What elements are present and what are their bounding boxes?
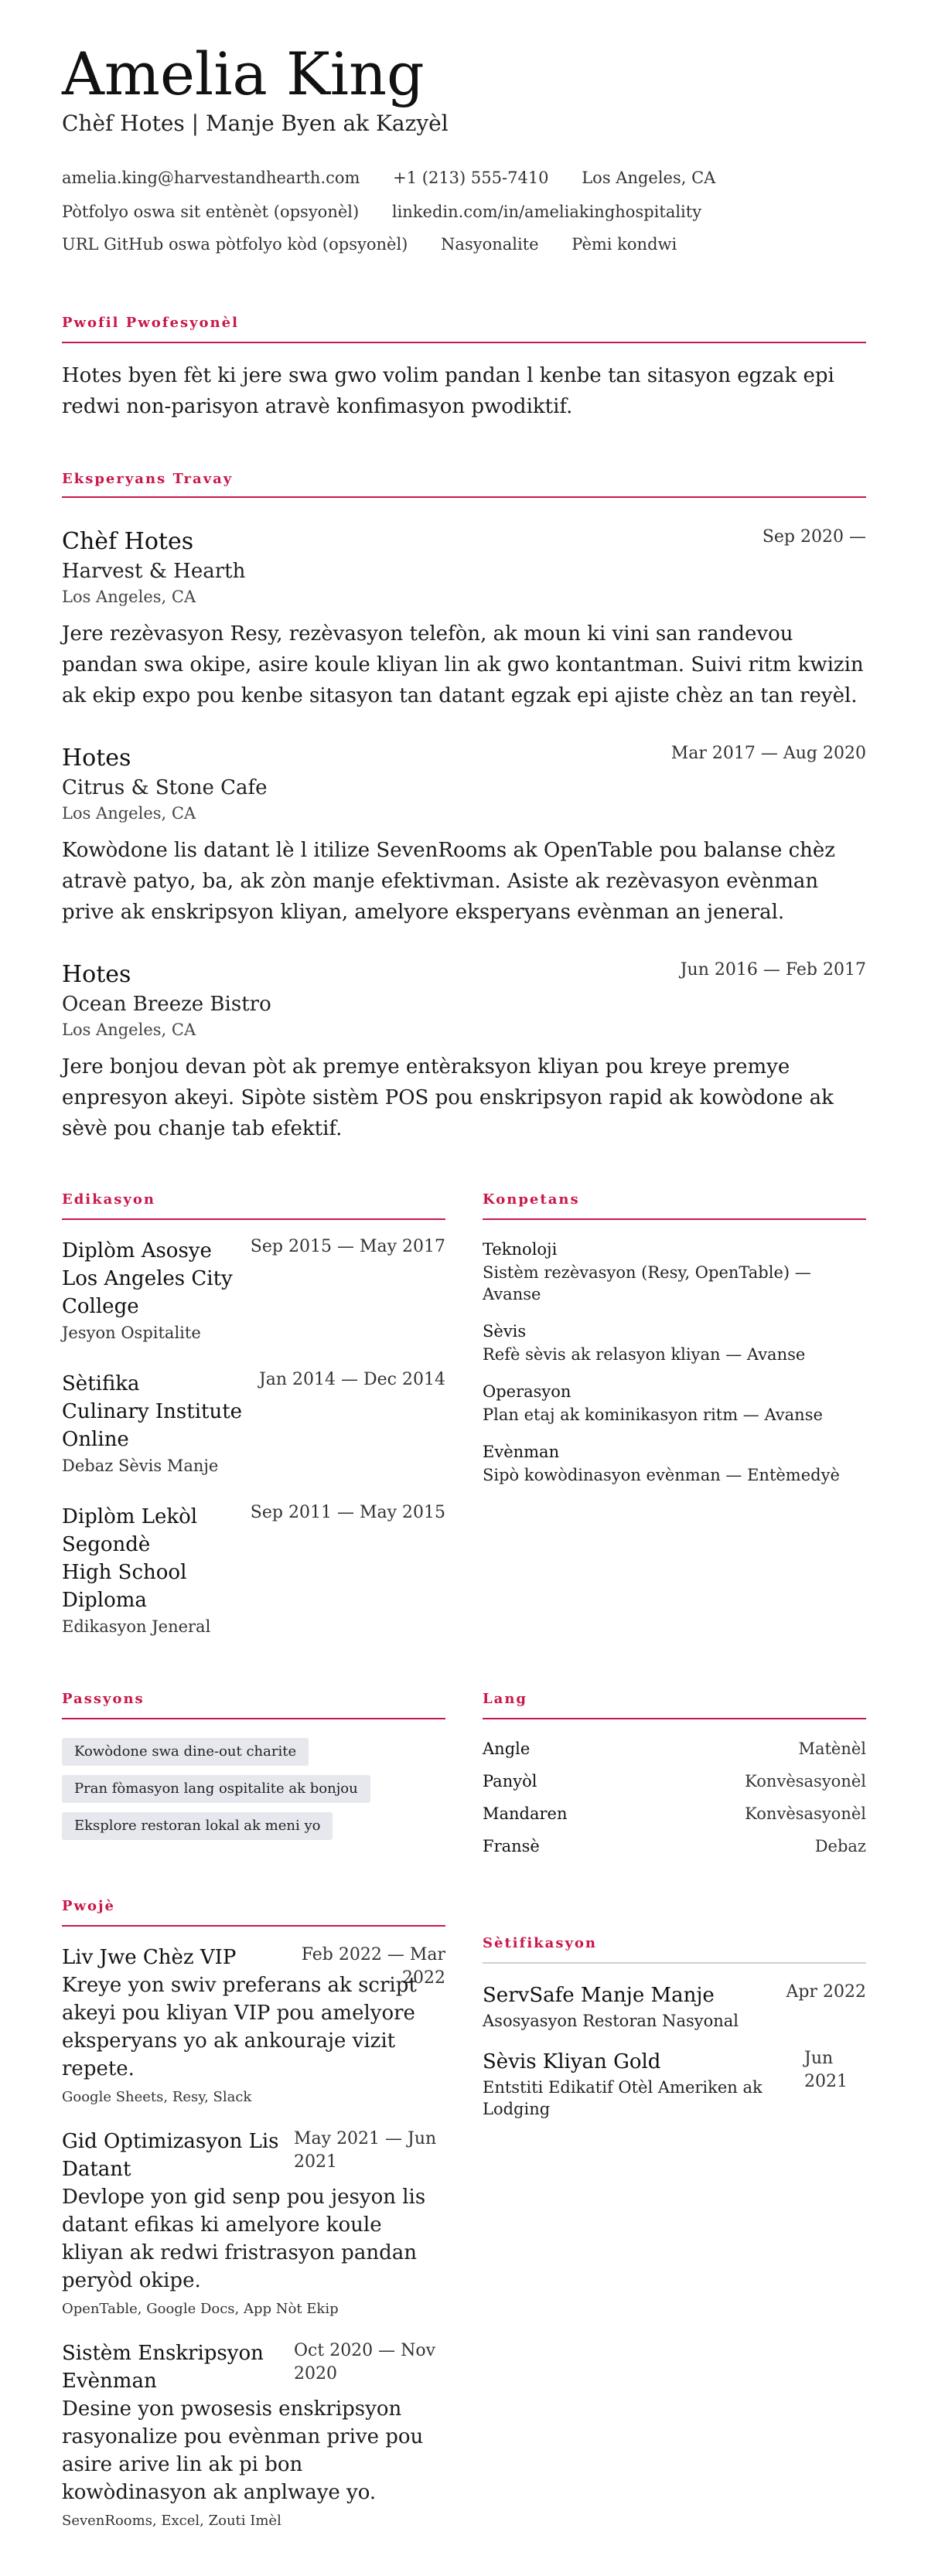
github-link[interactable]: URL GitHub oswa pòtfolyo kòd (opsyonèl): [62, 235, 408, 254]
skill-detail: Sistèm rezèvasyon (Resy, OpenTable) — Avanse: [483, 1263, 811, 1303]
projects-section-title: Pwojè: [62, 1898, 116, 1914]
job-description: Jere rezèvasyon Resy, rezèvasyon telefòn, ak moun ki vini san randevou pandan swa okipe, asire koule kliyan lin ak gwo kontantman. Suivi ritm kwizin ak ekip expo pou kenbe sitasyon tan datant egzak epi ajiste chèz an tan reyèl.: [62, 622, 864, 707]
job-company: Harvest & Hearth: [62, 560, 246, 583]
language-name: Fransè: [483, 1837, 540, 1855]
interest-tag: Kowòdone swa dine-out charite: [62, 1738, 309, 1766]
skill-category: Operasyon: [483, 1382, 571, 1401]
project-description: Devlope yon gid senp pou jesyon lis datant efikas ki amelyore koule kliyan ak redwi fristrasyon pandan peryòd okipe.: [62, 2186, 426, 2292]
portfolio-link[interactable]: Pòtfolyo oswa sit entènèt (opsyonèl): [62, 203, 360, 221]
certification-name: ServSafe Manje Manje: [483, 1984, 715, 2007]
email-link[interactable]: amelia.king@harvestandhearth.com: [62, 169, 360, 187]
certifications-divider: [483, 1962, 866, 1964]
education-degree: Sètifika: [62, 1372, 140, 1395]
nationality-text: Nasyonalite: [441, 235, 539, 254]
education-field: Debaz Sèvis Manje: [62, 1457, 219, 1475]
education-section-title: Edikasyon: [62, 1191, 155, 1208]
linkedin-link[interactable]: linkedin.com/in/ameliakinghospitality: [391, 203, 702, 221]
education-degree: Diplòm Lekòl Segondè: [62, 1505, 198, 1556]
project-title: Sistèm Enskripsyon Evènman: [62, 2342, 264, 2393]
education-school: Culinary Institute Online: [62, 1400, 243, 1451]
job-description: Jere bonjou devan pòt ak premye entèraksyon kliyan pou kreye premye enpresyon akeyi. Sipòte sistèm POS pou enskripsyon rapid ak kowòdone ak sèvè pou chanje tab efektif.: [62, 1055, 834, 1140]
job-location: Los Angeles, CA: [62, 588, 196, 606]
language-level: Konvèsasyonèl: [745, 1772, 866, 1791]
experience-section-title: Eksperyans Travay: [62, 471, 234, 487]
languages-section-title: Lang: [483, 1691, 527, 1707]
education-dates: Sep 2015 — May 2017: [250, 1237, 445, 1256]
skill-category: Teknoloji: [483, 1240, 558, 1259]
job-dates: Sep 2020 —: [762, 527, 866, 547]
language-name: Panyòl: [483, 1772, 537, 1791]
location-text: Los Angeles, CA: [582, 169, 716, 187]
candidate-name: Amelia King: [62, 39, 425, 108]
education-field: Edikasyon Jeneral: [62, 1617, 211, 1636]
experience-divider: [62, 496, 866, 498]
license-text: Pèmi kondwi: [571, 235, 677, 254]
interests-section-title: Passyons: [62, 1691, 145, 1707]
certifications-section-title: Sètifikasyon: [483, 1935, 598, 1951]
skill-detail: Sipò kowòdinasyon evènman — Entèmedyè: [483, 1466, 840, 1484]
certification-date: Jun 2021: [804, 2049, 848, 2091]
job-description: Kowòdone lis datant lè l itilize SevenRooms ak OpenTable pou balanse chèz atravè patyo, ba, ak zòn manje efektivman. Asiste ak rezèvasyon evènman prive ak enskripsyon kliyan, amelyore eksperyans evènman an jeneral.: [62, 839, 835, 924]
interest-tag: Eksplore restoran lokal ak meni yo: [62, 1812, 333, 1840]
job-title: Hotes: [62, 745, 131, 772]
project-title: Gid Optimizasyon Lis Datant: [62, 2130, 279, 2181]
education-divider: [62, 1218, 445, 1220]
education-dates: Sep 2011 — May 2015: [250, 1503, 445, 1522]
profile-summary: Hotes byen fèt ki jere swa gwo volim pandan l kenbe tan sitasyon egzak epi redwi non-parisyon atravè konfimasyon pwodiktif.: [62, 364, 834, 418]
contact-row-1: [62, 167, 715, 189]
education-field: Jesyon Ospitalite: [62, 1324, 201, 1342]
job-location: Los Angeles, CA: [62, 804, 196, 823]
certification-issuer: Asosyasyon Restoran Nasyonal: [483, 2012, 739, 2030]
language-name: Mandaren: [483, 1804, 568, 1823]
contact-row-3: [62, 233, 677, 255]
job-title: Hotes: [62, 961, 131, 988]
phone-number: +1 (213) 555-7410: [393, 169, 549, 187]
candidate-headline: Chèf Hotes | Manje Byen ak Kazyèl: [62, 111, 449, 136]
language-level: Matènèl: [798, 1739, 866, 1758]
job-dates: Mar 2017 — Aug 2020: [670, 744, 866, 763]
project-dates: Oct 2020 — Nov 2020: [294, 2341, 436, 2383]
job-company: Citrus & Stone Cafe: [62, 776, 268, 799]
project-tech: SevenRooms, Excel, Zouti Imèl: [62, 2513, 281, 2529]
education-degree: Diplòm Asosye: [62, 1239, 212, 1262]
interests-divider: [62, 1718, 445, 1719]
profile-divider: [62, 342, 866, 343]
contact-row-2: [62, 201, 701, 223]
education-dates: Jan 2014 — Dec 2014: [258, 1370, 445, 1389]
projects-divider: [62, 1925, 445, 1927]
project-title: Liv Jwe Chèz VIP: [62, 1946, 237, 1969]
job-dates: Jun 2016 — Feb 2017: [680, 960, 866, 980]
skills-section-title: Konpetans: [483, 1191, 580, 1208]
job-company: Ocean Breeze Bistro: [62, 993, 271, 1016]
languages-divider: [483, 1718, 866, 1719]
skill-category: Sèvis: [483, 1322, 527, 1341]
project-tech: OpenTable, Google Docs, App Nòt Ekip: [62, 2301, 339, 2317]
certification-date: Apr 2022: [786, 1982, 866, 2002]
project-description: Desine yon pwosesis enskripsyon rasyonalize pou evènman prive pou asire arive lin ak pi bon kowòdinasyon ak anplwaye yo.: [62, 2397, 424, 2504]
project-description: Kreye yon swiv preferans ak script akeyi pou kliyan VIP pou amelyore eksperyans yo ak ankouraje vizit repete.: [62, 1974, 417, 2080]
skill-detail: Plan etaj ak kominikasyon ritm — Avanse: [483, 1406, 823, 1424]
education-school: Los Angeles City College: [62, 1267, 233, 1318]
language-name: Angle: [483, 1739, 531, 1758]
education-school: High School Diploma: [62, 1561, 187, 1612]
skill-detail: Refè sèvis ak relasyon kliyan — Avanse: [483, 1345, 806, 1364]
language-level: Konvèsasyonèl: [745, 1804, 866, 1823]
project-tech: Google Sheets, Resy, Slack: [62, 2089, 252, 2105]
job-title: Chèf Hotes: [62, 528, 194, 555]
skills-divider: [483, 1218, 866, 1220]
interest-tag: Pran fòmasyon lang ospitalite ak bonjou: [62, 1775, 370, 1803]
job-location: Los Angeles, CA: [62, 1021, 196, 1039]
certification-name: Sèvis Kliyan Gold: [483, 2050, 661, 2073]
skill-category: Evènman: [483, 1443, 560, 1461]
project-dates: Feb 2022 — Mar 2022: [301, 1945, 445, 1988]
certification-issuer: Entstiti Edikatif Otèl Ameriken ak Lodging: [483, 2078, 763, 2118]
profile-section-title: Pwofil Pwofesyonèl: [62, 315, 239, 331]
project-dates: May 2021 — Jun 2021: [294, 2129, 437, 2172]
language-level: Debaz: [814, 1837, 866, 1855]
